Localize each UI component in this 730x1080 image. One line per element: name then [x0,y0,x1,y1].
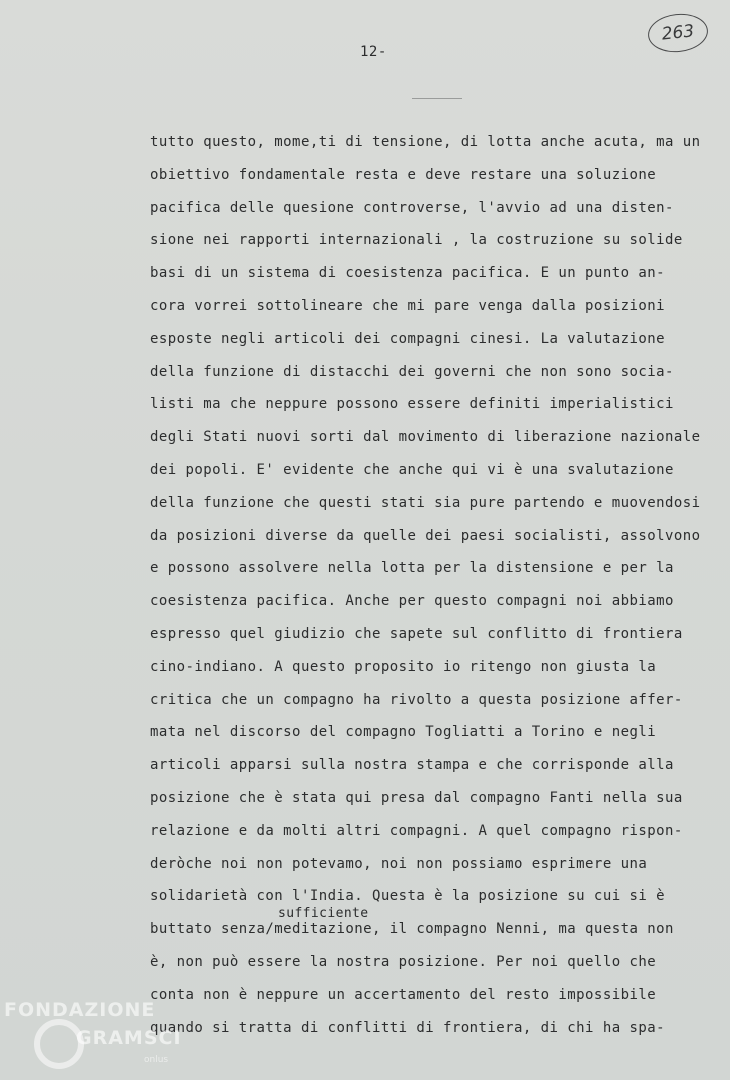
text-line: pacifica delle quesione controverse, l'avvio ad una disten- [150,199,674,216]
text-line: sione nei rapporti internazionali , la costruzione su solide [150,232,683,249]
text-line: buttato senza/meditazione, il compagno Nenni, ma questa non [150,921,674,938]
text-line: da posizioni diverse da quelle dei paesi socialisti, assolvono [150,527,701,544]
text-line: della funzione che questi stati sia pure partendo e muovendosi [150,494,701,511]
text-line: posizione che è stata qui presa dal compagno Fanti nella sua [150,789,683,806]
watermark-line-2: GRAMSCI [76,1027,182,1049]
text-line: relazione e da molti altri compagni. A quel compagno rispon- [150,822,683,839]
page-number: 12- [360,44,387,60]
text-line: è, non può essere la nostra posizione. Per noi quello che [150,953,657,970]
text-line: cino-indiano. A questo proposito io ritengo non giusta la [150,658,657,675]
interlinear-insertion: sufficiente [278,906,369,921]
text-line: e possono assolvere nella lotta per la distensione e per la [150,560,674,577]
text-line: deròche noi non potevamo, noi non possiamo esprimere una [150,855,648,872]
text-line: critica che un compagno ha rivolto a questa posizione affer- [150,691,683,708]
text-line: della funzione di distacchi dei governi che non sono socia- [150,363,674,380]
watermark-g-logo-icon [37,1022,81,1066]
text-line: coesistenza pacifica. Anche per questo compagni noi abbiamo [150,593,674,610]
text-line: listi ma che neppure possono essere definiti imperialistici [150,396,674,413]
text-line: solidarietà con l'India. Questa è la posizione su cui si è [150,888,665,905]
header-divider [412,98,462,99]
text-line: cora vorrei sottolineare che mi pare venga dalla posizioni [150,297,665,314]
text-line: espresso quel giudizio che sapete sul conflitto di frontiera [150,625,683,642]
text-line: quando si tratta di conflitti di frontiera, di chi ha spa- [150,1019,665,1036]
watermark-line-1: FONDAZIONE [4,999,156,1021]
text-line: degli Stati nuovi sorti dal movimento di liberazione nazionale [150,429,701,446]
text-line: obiettivo fondamentale resta e deve restare una soluzione [150,166,657,183]
typed-text-block [150,126,730,1044]
text-line: mata nel discorso del compagno Togliatti a Torino e negli [150,724,657,741]
text-line: conta non è neppure un accertamento del resto impossibile [150,986,657,1003]
text-line: tutto questo, mome,ti di tensione, di lotta anche acuta, ma un [150,134,701,150]
watermark-line-3: onlus [144,1055,169,1065]
text-line: articoli apparsi sulla nostra stampa e che corrisponde alla [150,757,674,774]
text-line: dei popoli. E' evidente che anche qui vi è una svalutazione [150,461,674,478]
archive-number-stamp: 263 [646,11,710,55]
text-line: basi di un sistema di coesistenza pacifica. E un punto an- [150,265,665,282]
text-line: esposte negli articoli dei compagni cinesi. La valutazione [150,330,665,347]
fondazione-gramsci-watermark [4,992,194,1072]
